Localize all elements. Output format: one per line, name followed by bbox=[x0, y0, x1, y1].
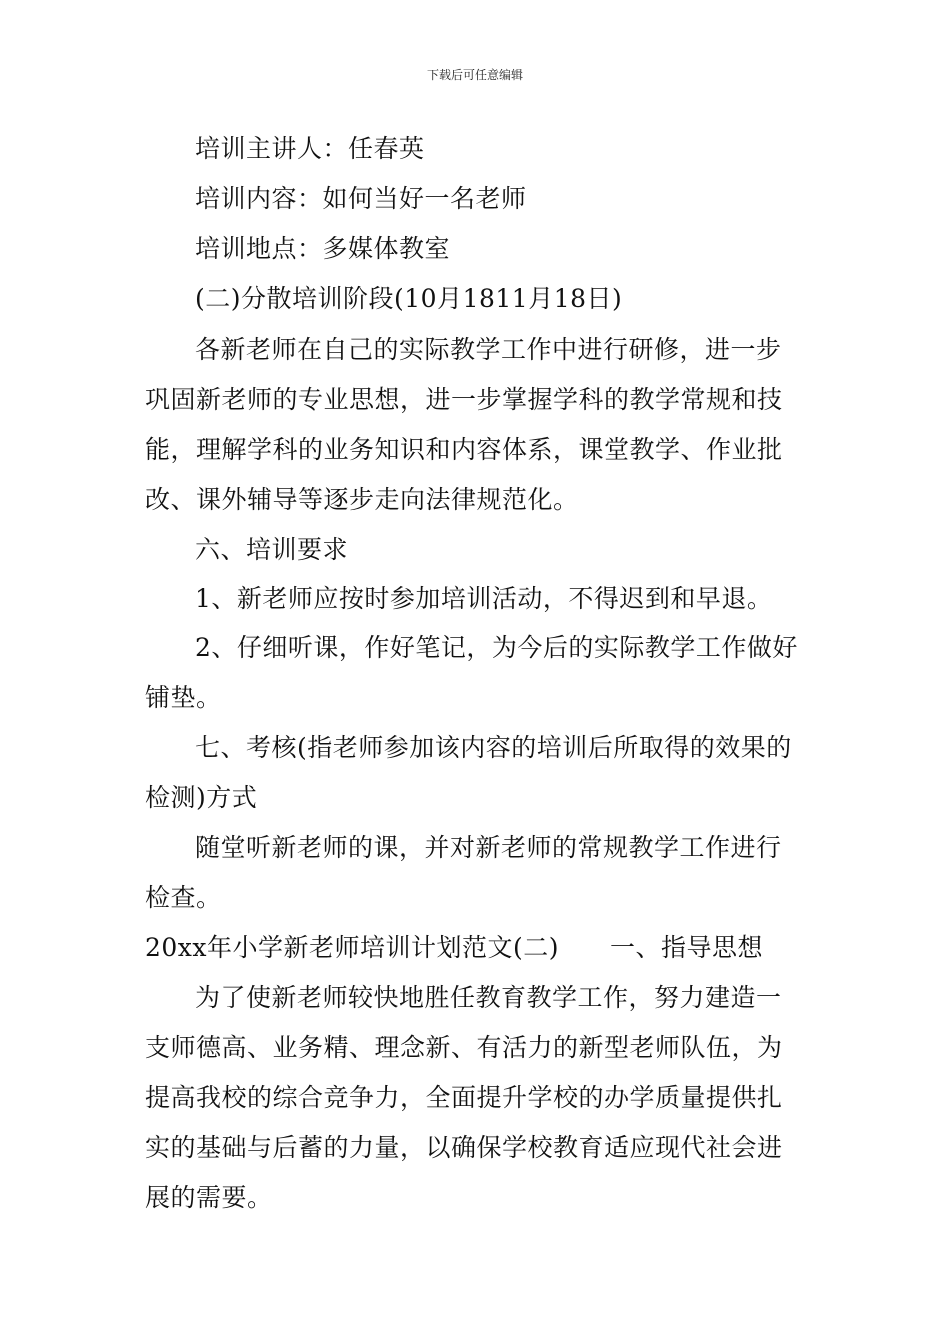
paragraph-line: 实的基础与后蓄的力量，以确保学校教育适应现代社会进 bbox=[145, 1133, 783, 1162]
paragraph-line: 检测)方式 bbox=[145, 783, 258, 812]
section-heading: 七、考核(指老师参加该内容的培训后所取得的效果的 bbox=[195, 733, 792, 762]
location-line: 培训地点：多媒体教室 bbox=[195, 234, 451, 263]
paragraph-line: 提高我校的综合竞争力，全面提升学校的办学质量提供扎 bbox=[145, 1083, 783, 1112]
section-heading: (二)分散培训阶段(10月1811月18日) bbox=[195, 284, 623, 313]
paragraph-line: 改、课外辅导等逐步走向法律规范化。 bbox=[145, 485, 579, 514]
paragraph-line: 展的需要。 bbox=[145, 1183, 273, 1212]
paragraph-line: 支师德高、业务精、理念新、有活力的新型老师队伍，为 bbox=[145, 1033, 783, 1062]
list-item: 2、仔细听课，作好笔记，为今后的实际教学工作做好 bbox=[195, 633, 798, 662]
paragraph-line: 能，理解学科的业务知识和内容体系，课堂教学、作业批 bbox=[145, 435, 783, 464]
paragraph-line: 各新老师在自己的实际教学工作中进行研修，进一步 bbox=[195, 335, 782, 364]
paragraph-line: 铺垫。 bbox=[145, 683, 222, 712]
paragraph-line: 巩固新老师的专业思想，进一步掌握学科的教学常规和技 bbox=[145, 385, 783, 414]
paragraph-line: 为了使新老师较快地胜任教育教学工作，努力建造一 bbox=[195, 983, 782, 1012]
paragraph-line: 随堂听新老师的课，并对新老师的常规教学工作进行 bbox=[195, 833, 782, 862]
content-line: 培训内容：如何当好一名老师 bbox=[195, 184, 527, 213]
page-header-note: 下载后可任意编辑 bbox=[426, 68, 523, 82]
paragraph-line: 检查。 bbox=[145, 883, 222, 912]
list-item: 1、新老师应按时参加培训活动，不得迟到和早退。 bbox=[195, 584, 773, 613]
document-title: 20xx年小学新老师培训计划范文(二) 一、指导思想 bbox=[145, 933, 764, 962]
section-heading: 六、培训要求 bbox=[195, 535, 349, 564]
trainer-line: 培训主讲人：任春英 bbox=[195, 134, 425, 163]
